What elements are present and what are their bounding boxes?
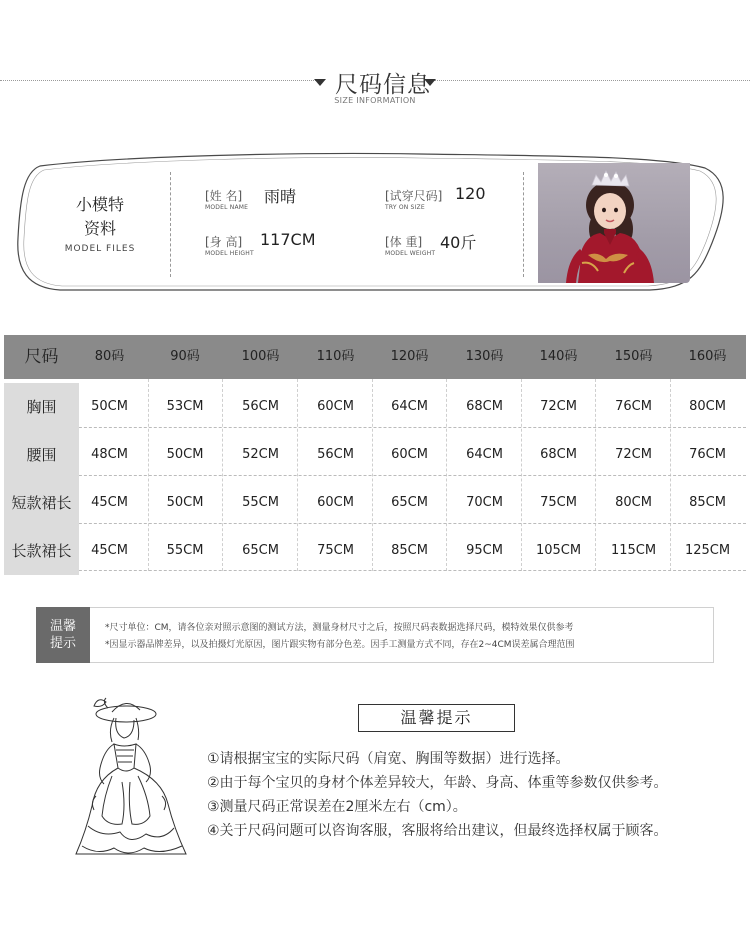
table-cell: 65CM [391,495,428,510]
size-header-cell: 150码 [614,349,653,364]
model-weight-label: [体 重] [385,235,423,249]
table-cell: 95CM [466,543,503,558]
size-header-cell: 140码 [539,349,578,364]
tips-title: 温馨提示 [358,704,515,732]
table-cell: 64CM [391,399,428,414]
model-title-line2: 资料 [83,219,116,238]
size-header-cell: 160码 [688,349,727,364]
table-cell: 80CM [615,495,652,510]
tip-item: ③测量尺码正常误差在2厘米左右（cm）。 [207,799,467,815]
table-row-label: 胸围 [4,383,79,431]
try-size-en: TRY ON SIZE [385,204,425,211]
table-cell: 55CM [242,495,279,510]
table-cell: 50CM [91,399,128,414]
table-cell: 60CM [317,399,354,414]
table-cell: 115CM [610,543,657,558]
notice-tag-line2: 提示 [49,636,76,651]
table-cell: 56CM [242,399,279,414]
table-cell: 56CM [317,447,354,462]
table-cell: 60CM [317,495,354,510]
table-cell: 70CM [466,495,503,510]
notice-tag-line1: 温馨 [49,619,76,634]
size-header-cell: 100码 [241,349,280,364]
page-title: 尺码信息 [335,72,431,98]
triangle-icon [314,79,326,86]
table-cell: 45CM [91,543,128,558]
notice-line-1: *尺寸单位：CM，请各位亲对照示意图的测试方法，测量身材尺寸之后，按照尺码表数据选择尺码，模特效果仅供参考 [105,623,574,633]
table-cell: 85CM [689,495,726,510]
header-dotted-line-right [434,80,750,81]
table-cell: 50CM [166,495,204,510]
model-name-label: [姓 名] [205,189,243,203]
table-row-label: 长款裙长 [4,527,79,575]
table-cell: 80CM [689,399,726,414]
princess-sketch-icon [68,696,198,861]
model-height-en: MODEL HEIGHT [205,250,254,257]
model-title-line1: 小模特 [75,195,124,214]
table-cell: 52CM [242,447,279,462]
table-cell: 68CM [540,447,577,462]
table-cell: 65CM [242,543,279,558]
table-cell: 45CM [91,495,128,510]
girl-portrait-icon [538,163,690,283]
model-photo [538,163,690,283]
table-cell: 55CM [166,543,204,558]
table-cell: 76CM [615,399,652,414]
table-cell: 75CM [540,495,577,510]
model-files-label: MODEL FILES [64,244,136,254]
size-header-cell: 90码 [170,349,200,364]
notice-box [36,607,714,663]
model-height-label: [身 高] [205,235,243,249]
model-weight-en: MODEL WEIGHT [385,250,436,257]
table-cell: 125CM [684,543,731,558]
model-name-en: MODEL NAME [205,204,249,211]
card-divider [170,172,171,277]
table-cell: 64CM [466,447,503,462]
size-header-cell: 110码 [316,349,355,364]
model-weight-value: 40斤 [440,233,477,252]
try-size-label: [试穿尺码] [385,189,443,203]
try-size-value: 120 [455,184,486,203]
tip-item: ①请根据宝宝的实际尺码（肩宽、胸围等数据）进行选择。 [207,751,570,767]
model-height-value: 117CM [260,230,316,249]
page-subtitle: SIZE INFORMATION [334,96,416,105]
table-cell: 50CM [166,447,204,462]
notice-line-2: *因显示器品牌差异，以及拍摄灯光原因，图片跟实物有部分色差。因手工测量方式不同，存在2~4CM误差属合理范围 [105,640,575,650]
table-cell: 48CM [91,447,128,462]
table-cell: 76CM [689,447,726,462]
table-cell: 85CM [391,543,428,558]
table-cell: 72CM [615,447,652,462]
size-header-cell: 120码 [390,349,429,364]
model-name-value: 雨晴 [264,187,297,206]
tip-item: ②由于每个宝贝的身材个体差异较大，年龄、身高、体重等参数仅供参考。 [207,775,668,791]
card-divider [523,172,524,277]
table-cell: 72CM [540,399,577,414]
size-header-label: 尺码 [24,347,59,367]
table-cell: 75CM [317,543,354,558]
table-cell: 105CM [535,543,582,558]
notice-tag [36,607,90,663]
header-dotted-line-left [0,80,316,81]
section-title [310,66,440,96]
triangle-icon [424,79,436,86]
table-cell: 53CM [166,399,204,414]
table-row-label: 短款裙长 [4,479,79,527]
table-cell: 68CM [466,399,503,414]
size-header-cell: 80码 [94,349,125,364]
table-cell: 60CM [391,447,428,462]
size-header-cell: 130码 [465,349,504,364]
tip-item: ④关于尺码问题可以咨询客服，客服将给出建议，但最终选择权属于顾客。 [207,823,668,839]
table-row-label: 腰围 [4,431,79,479]
